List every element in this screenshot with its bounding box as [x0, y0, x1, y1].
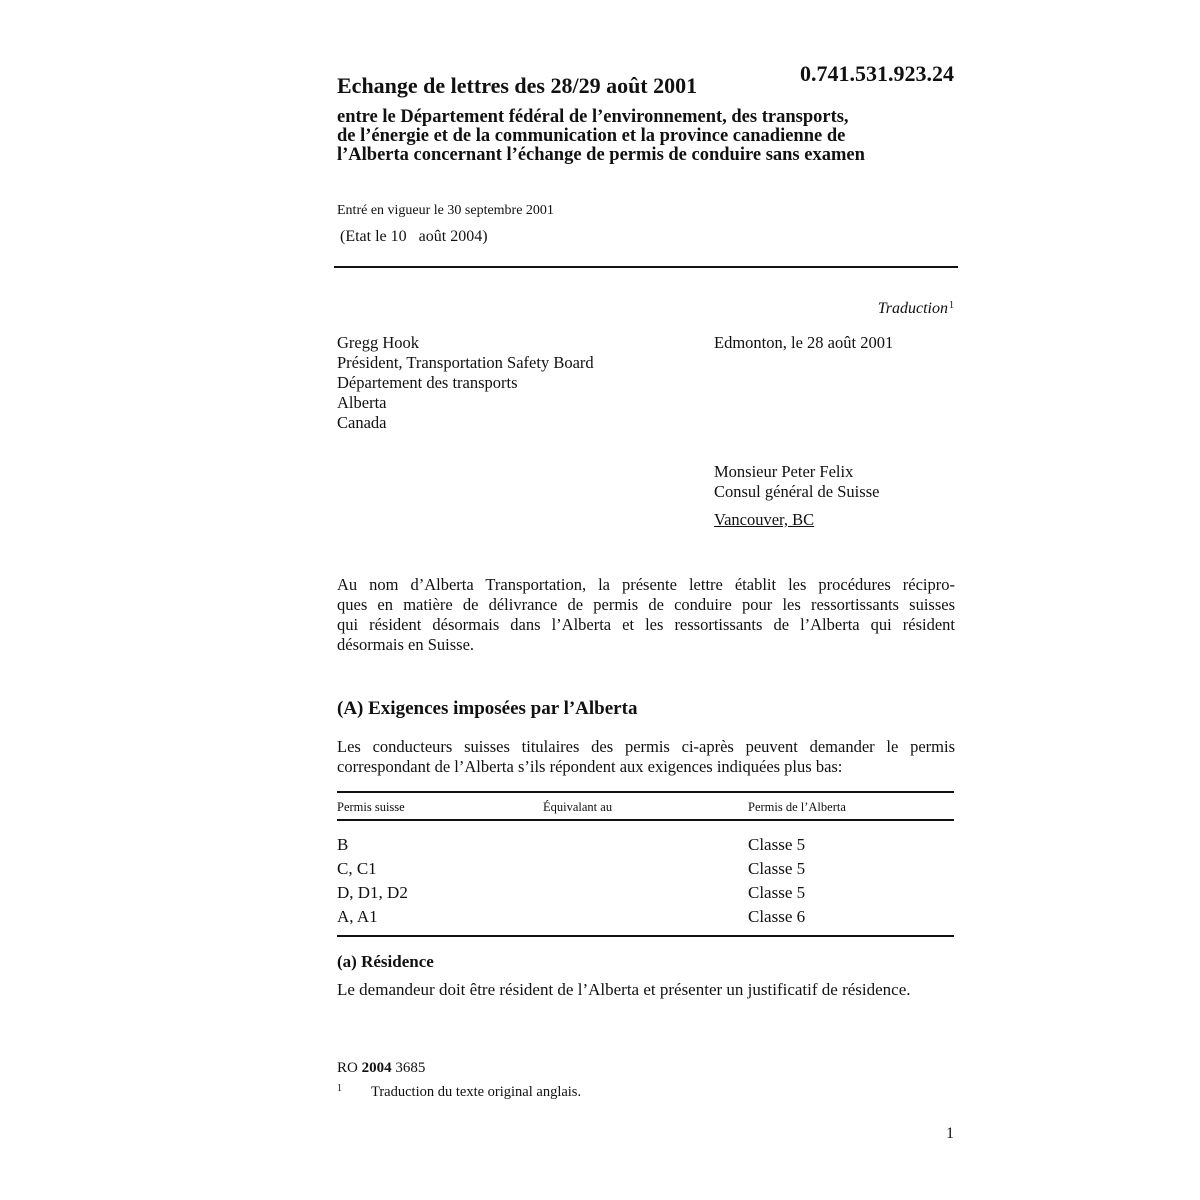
footnote-mark: 1 [337, 1083, 342, 1094]
paragraph-line: correspondant de l’Alberta s’ils répondent aux exigences indiquées plus bas: [337, 757, 843, 776]
table-cell: A, A1 [337, 907, 378, 926]
footnote-text: Traduction du texte original anglais. [371, 1084, 582, 1100]
recipient-title: Consul général de Suisse [714, 482, 880, 501]
sender-block [337, 333, 594, 433]
recipient-name: Monsieur Peter Felix [714, 462, 854, 481]
table-cell: D, D1, D2 [337, 883, 408, 902]
translation-label [700, 296, 954, 319]
paragraph-line: ques en matière de délivrance de permis de conduire pour les ressortissants suisses [337, 595, 955, 614]
document-title: Echange de lettres des 28/29 août 2001 [337, 73, 698, 98]
paragraph-line: désormais en Suisse. [337, 635, 475, 654]
permit-equivalence-table [337, 791, 954, 937]
ro-page: 3685 [395, 1060, 426, 1076]
header-divider [334, 266, 958, 268]
section-heading: (A) Exigences imposées par l’Alberta [337, 698, 638, 719]
table-cell: B [337, 835, 349, 854]
entry-into-force: Entré en vigueur le 30 septembre 2001 [337, 203, 554, 218]
sender-line: Président, Transportation Safety Board [337, 353, 594, 372]
sender-line: Alberta [337, 393, 387, 412]
subtitle-line: de l’énergie et de la communication et la province canadienne de [337, 126, 846, 146]
subsection-heading: (a) Résidence [337, 952, 434, 971]
ro-year: 2004 [361, 1060, 392, 1076]
sender-name: Gregg Hook [337, 333, 420, 352]
document-number: 0.741.531.923.24 [800, 61, 954, 86]
place-date: Edmonton, le 28 août 2001 [714, 333, 894, 352]
table-row [337, 857, 954, 881]
intro-paragraph [337, 575, 955, 655]
table-body [337, 821, 954, 937]
document-subtitle [337, 108, 957, 165]
translation-text: Traduction [877, 300, 948, 317]
translation-footnote-mark[interactable]: 1 [949, 300, 954, 311]
page-number: 1 [946, 1125, 954, 1142]
table-header [337, 793, 954, 821]
column-header: Équivalant au [543, 800, 613, 814]
recipient-city: Vancouver, BC [714, 510, 815, 529]
table-cell: Classe 6 [748, 907, 806, 926]
table-cell: Classe 5 [748, 859, 806, 878]
sender-line: Département des transports [337, 373, 518, 392]
footnote [337, 1079, 581, 1102]
subtitle-line: entre le Département fédéral de l’environnement, des transports, [337, 107, 849, 127]
table-cell: Classe 5 [748, 883, 806, 902]
table-row [337, 881, 954, 905]
sender-line: Canada [337, 413, 387, 432]
recipient-block [714, 462, 879, 530]
paragraph-line: qui résident désormais dans l’Alberta et les ressortissants de l’Alberta qui résident [337, 615, 955, 634]
state-date: (Etat le 10 août 2004) [340, 228, 488, 245]
column-header: Permis de l’Alberta [748, 800, 846, 814]
ro-prefix: RO [337, 1060, 358, 1076]
ro-reference [337, 1058, 425, 1078]
table-cell: C, C1 [337, 859, 377, 878]
paragraph-line: Les conducteurs suisses titulaires des permis ci-après peuvent demander le permis [337, 737, 955, 756]
column-header: Permis suisse [337, 800, 405, 814]
table-row [337, 833, 954, 857]
table-row [337, 905, 954, 929]
section-paragraph [337, 737, 955, 777]
table-cell: Classe 5 [748, 835, 806, 854]
residence-text: Le demandeur doit être résident de l’Alberta et présenter un justificatif de résidence. [337, 980, 911, 999]
paragraph-line: Au nom d’Alberta Transportation, la présente lettre établit les procédures récipro- [337, 575, 955, 594]
subtitle-line: l’Alberta concernant l’échange de permis de conduire sans examen [337, 145, 865, 165]
